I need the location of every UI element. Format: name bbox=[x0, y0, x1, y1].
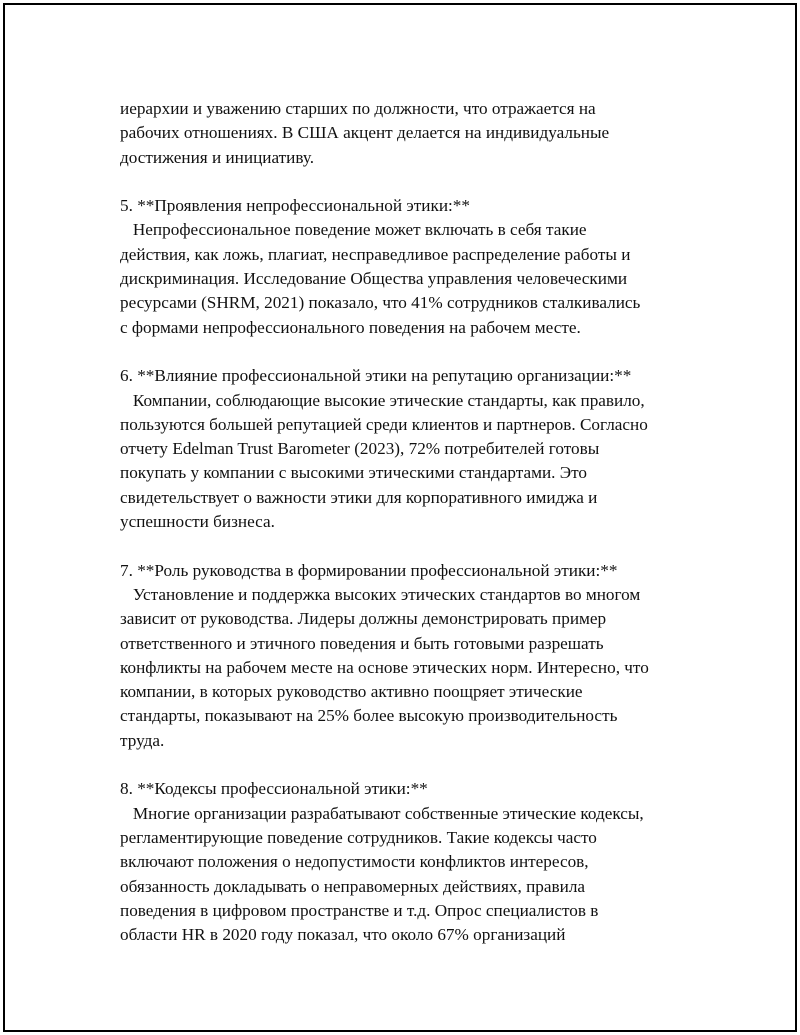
text-line: рабочих отношениях. В США акцент делается на индивидуальные bbox=[120, 123, 610, 143]
text-line: действия, как ложь, плагиат, несправедливое распределение работы и bbox=[120, 244, 631, 264]
text-line: иерархии и уважению старших по должности, что отражается на bbox=[120, 99, 596, 118]
text-line: поведения в цифровом пространстве и т.д. Опрос специалистов в bbox=[120, 900, 599, 920]
text-line: области HR в 2020 году показал, что около 67% организаций bbox=[120, 925, 566, 945]
intro-paragraph bbox=[120, 97, 720, 170]
text-line: покупать у компании с высокими этическими стандартами. Это bbox=[120, 463, 587, 483]
document-page bbox=[3, 3, 797, 1032]
document-body bbox=[120, 97, 720, 947]
text-line: труда. bbox=[120, 730, 165, 750]
text-line: Компании, соблюдающие высокие этические стандарты, как правило, bbox=[120, 390, 645, 410]
text-line: достижения и инициативу. bbox=[120, 147, 315, 167]
text-line: Установление и поддержка высоких этических стандартов во многом bbox=[120, 584, 641, 604]
text-line: свидетельствует о важности этики для корпоративного имиджа и bbox=[120, 487, 598, 507]
text-line: Непрофессиональное поведение может включать в себя такие bbox=[120, 220, 587, 240]
text-line: успешности бизнеса. bbox=[120, 512, 275, 532]
text-line: компании, в которых руководство активно поощряет этические bbox=[120, 682, 583, 702]
section-5 bbox=[120, 194, 720, 340]
section-6 bbox=[120, 364, 720, 534]
paragraph-gap bbox=[120, 534, 720, 558]
text-line: с формами непрофессионального поведения на рабочем месте. bbox=[120, 317, 581, 337]
paragraph-gap bbox=[120, 340, 720, 364]
section-heading: 6. **Влияние профессиональной этики на репутацию организации:** bbox=[120, 366, 632, 386]
section-8 bbox=[120, 777, 720, 947]
text-line: пользуются большей репутацией среди клиентов и партнеров. Согласно bbox=[120, 414, 648, 434]
text-line: обязанность докладывать о неправомерных действиях, правила bbox=[120, 876, 586, 896]
text-line: регламентирующие поведение сотрудников. Такие кодексы часто bbox=[120, 827, 597, 847]
text-line: Многие организации разрабатывают собственные этические кодексы, bbox=[120, 803, 644, 823]
text-line: дискриминация. Исследование Общества управления человеческими bbox=[120, 269, 628, 289]
text-line: конфликты на рабочем месте на основе этических норм. Интересно, что bbox=[120, 657, 649, 677]
section-heading: 5. **Проявления непрофессиональной этики:** bbox=[120, 196, 470, 216]
section-heading: 7. **Роль руководства в формировании профессиональной этики:** bbox=[120, 560, 618, 580]
section-7 bbox=[120, 559, 720, 753]
paragraph-gap bbox=[120, 170, 720, 194]
text-line: отчету Edelman Trust Barometer (2023), 72% потребителей готовы bbox=[120, 439, 600, 459]
text-line: ответственного и этичного поведения и быть готовыми разрешать bbox=[120, 633, 604, 653]
text-line: стандарты, показывают на 25% более высокую производительность bbox=[120, 706, 618, 726]
text-line: ресурсами (SHRM, 2021) показало, что 41% сотрудников сталкивались bbox=[120, 293, 641, 313]
text-line: включают положения о недопустимости конфликтов интересов, bbox=[120, 852, 589, 872]
section-heading: 8. **Кодексы профессиональной этики:** bbox=[120, 779, 428, 799]
paragraph-gap bbox=[120, 753, 720, 777]
text-line: зависит от руководства. Лидеры должны демонстрировать пример bbox=[120, 609, 607, 629]
